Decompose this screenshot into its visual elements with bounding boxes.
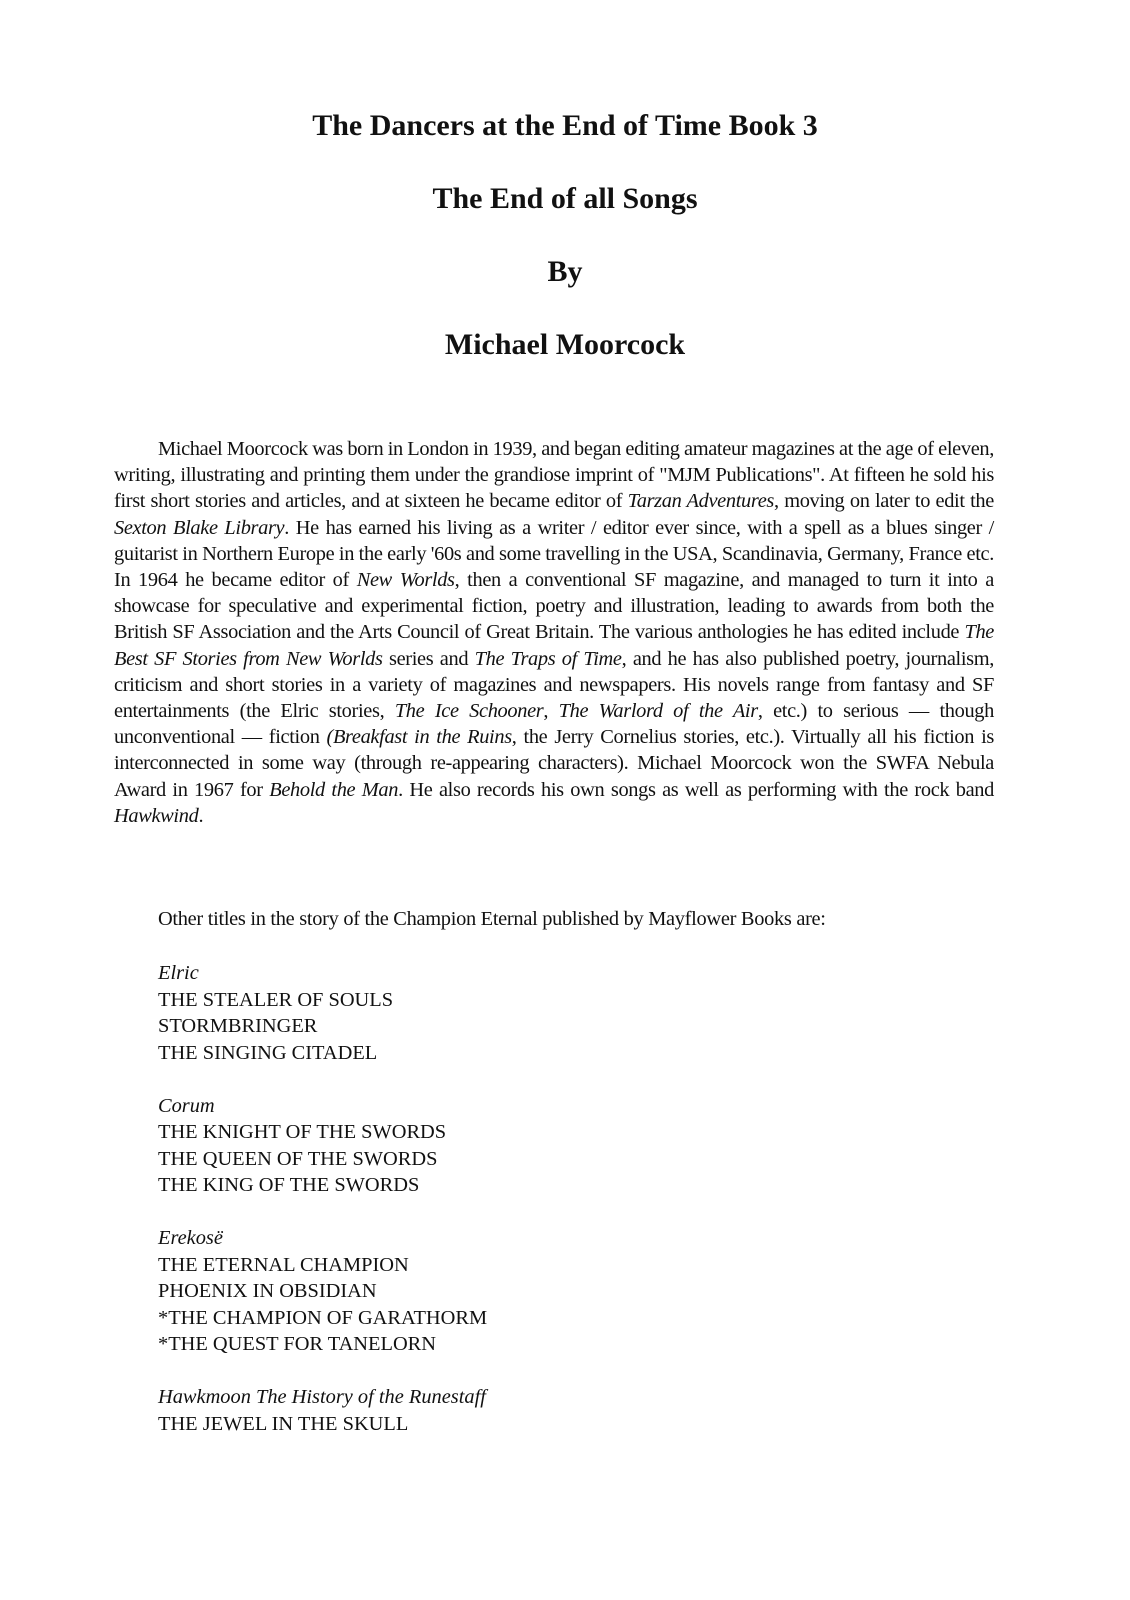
book-title-item: *THE QUEST FOR TANELORN <box>158 1333 436 1355</box>
bio-italic-title: Behold the Man <box>269 778 399 801</box>
bio-text: , etc.) to serious — though unconventional — fiction <box>114 700 994 749</box>
bio-text: , then a conventional SF magazine, and managed to turn it into a showcase for speculative and experimental fiction, poetry and illustration, leading to awards from both the British SF Association and the Arts Council of Great Britain. The various anthologies he has edited include <box>114 569 995 644</box>
series-group-corum <box>158 1093 487 1199</box>
book-title-item: THE SINGING CITADEL <box>158 1041 378 1064</box>
byline: By <box>547 255 583 288</box>
series-name: Corum <box>158 1094 215 1117</box>
author-name: Michael Moorcock <box>444 328 686 361</box>
other-titles-intro: Other titles in the story of the Champion Eternal published by Mayflower Books are: <box>158 908 826 930</box>
book-title-item: THE KNIGHT OF THE SWORDS <box>158 1121 447 1143</box>
book-title-item: THE JEWEL IN THE SKULL <box>158 1412 409 1435</box>
series-name: Erekosë <box>158 1227 223 1249</box>
bio-italic-title: The Warlord of the Air <box>558 700 758 723</box>
bio-text: . He has earned his living as a writer / editor ever since, with a spell as a blues singer / guitarist in Northern Europe in the early '60s and some travelling in the USA, Scandinavia, Germany, France etc. In 1964 he became editor of <box>114 516 995 592</box>
bio-text: Michael Moorcock was born in London in 1939, and began editing amateur magazines at the age of eleven, writing, illustrating and printing them under the grandiose imprint of "MJM Publications". At fifteen he sold his first short stories and articles, and at sixteen he became editor of <box>114 438 994 513</box>
book-title-item: STORMBRINGER <box>158 1015 318 1037</box>
bio-italic-title: Tarzan Adventures <box>627 490 774 513</box>
series-name: Elric <box>158 962 199 984</box>
bio-text: series and <box>382 647 475 670</box>
book-series-title: The Dancers at the End of Time Book 3 <box>312 109 818 142</box>
series-group-hawkmoon <box>158 1384 487 1437</box>
bio-italic-title: Hawkwind <box>114 804 199 827</box>
book-title-item: THE KING OF THE SWORDS <box>158 1174 420 1196</box>
bio-text: , <box>543 700 559 723</box>
bio-italic-title: The Ice Schooner <box>394 700 544 723</box>
book-title: The End of all Songs <box>432 182 698 215</box>
series-group-erekose <box>158 1225 487 1358</box>
bio-italic-title: New Worlds <box>356 569 455 592</box>
other-titles-list <box>158 960 487 1464</box>
author-biography <box>114 436 994 829</box>
bio-italic-title: (Breakfast in the Ruins <box>326 726 512 749</box>
book-title-item: THE ETERNAL CHAMPION <box>158 1253 409 1276</box>
bio-italic-title: The Traps of Time <box>474 647 622 670</box>
series-group-elric <box>158 960 487 1066</box>
bio-text: . <box>198 804 204 827</box>
bio-italic-title: The Best SF Stories from New Worlds <box>114 621 994 670</box>
book-title-item: PHOENIX IN OBSIDIAN <box>158 1280 377 1302</box>
series-name: Hawkmoon The History of the Runestaff <box>158 1386 486 1408</box>
bio-text: . He also records his own songs as well as performing with the rock band <box>398 778 995 801</box>
book-title-item: *THE CHAMPION OF GARATHORM <box>158 1306 488 1329</box>
book-title-item: THE QUEEN OF THE SWORDS <box>158 1147 438 1170</box>
bio-text: , and he has also published poetry, journalism, criticism and short stories in a variety of magazines and newspapers. His novels range from fantasy and SF entertainments (the Elric stories, <box>114 647 994 723</box>
bio-text: , the Jerry Cornelius stories, etc.). Virtually all his fiction is interconnected in some way (through re-appearing characters). Michael Moorcock won the SWFA Nebula Award in 1967 for <box>114 726 994 801</box>
bio-text: , moving on later to edit the <box>774 490 994 513</box>
book-title-item: THE STEALER OF SOULS <box>158 988 394 1011</box>
bio-italic-title: Sexton Blake Library <box>114 516 285 539</box>
